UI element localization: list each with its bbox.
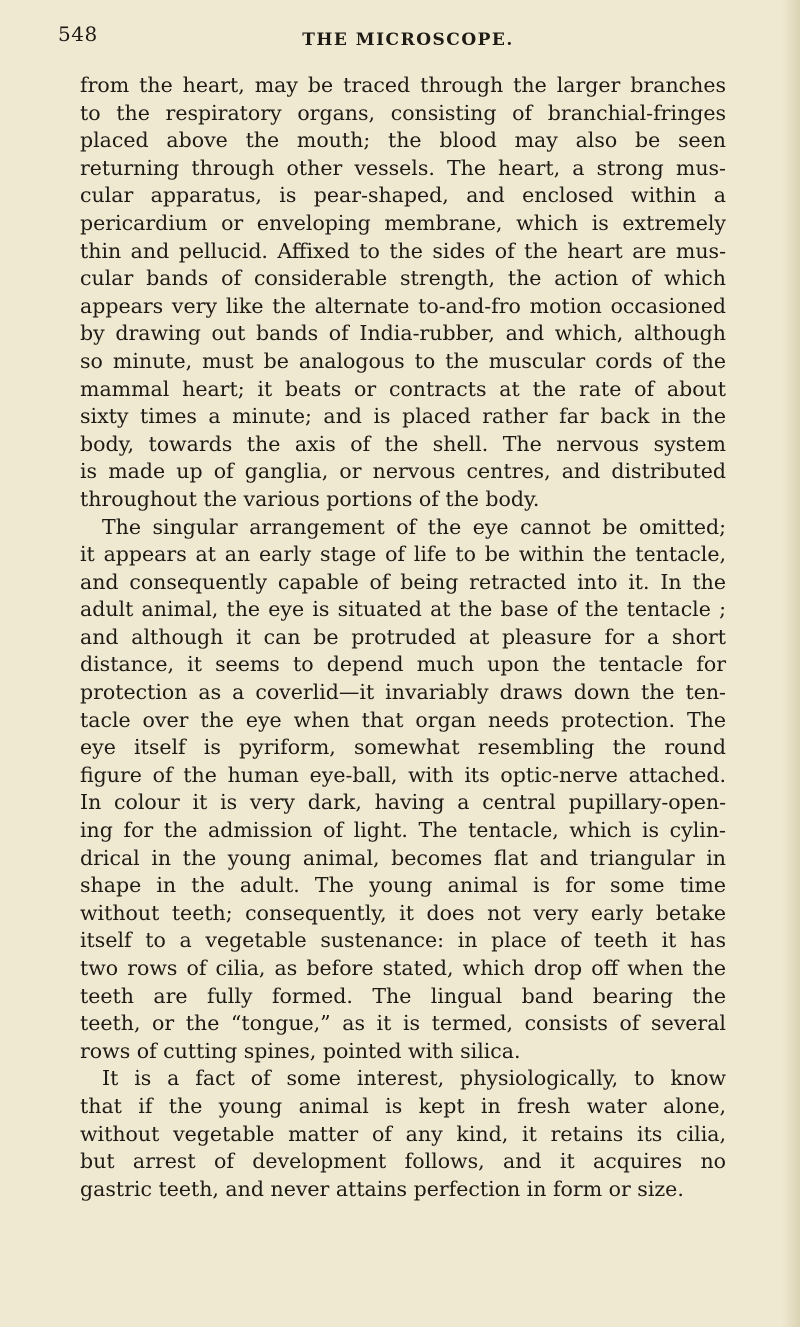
text-line: throughout the various portions of the body. (80, 486, 540, 511)
text-line: appears very like the alternate to-and-fro motion occasioned (80, 293, 726, 318)
page-header (58, 22, 758, 52)
text-line: two rows of cilia, as before stated, which drop off when the (80, 956, 726, 980)
text-line: and consequently capable of being retracted into it. In the (80, 569, 726, 594)
text-line: by drawing out bands of India-rubber, and which, although (80, 321, 726, 346)
text-line: shape in the adult. The young animal is for some time (80, 873, 726, 898)
text-line: from the heart, may be traced through the larger branches (80, 73, 726, 97)
text-line: teeth, or the “tongue,” as it is termed, consists of several (80, 1011, 726, 1036)
page-edge-shadow (782, 0, 800, 1327)
text-line: ing for the admission of light. The tentacle, which is cylin- (80, 818, 726, 843)
paragraph-start: The singular arrangement of the eye cannot be omitted; (102, 514, 726, 539)
text-line: eye itself is pyriform, somewhat resembling the round (80, 735, 726, 760)
text-line: adult animal, the eye is situated at the base of the tentacle ; (80, 597, 726, 622)
text-line: gastric teeth, and never attains perfection in form or size. (80, 1176, 684, 1201)
text-line: body, towards the axis of the shell. The nervous system (80, 431, 726, 456)
text-line: tacle over the eye when that organ needs protection. The (80, 707, 726, 732)
text-line: placed above the mouth; the blood may also be seen (80, 128, 726, 153)
text-line: that if the young animal is kept in fresh water alone, (80, 1093, 726, 1118)
text-line: cular apparatus, is pear-shaped, and enclosed within a (80, 183, 726, 208)
text-line: cular bands of considerable strength, the action of which (80, 266, 726, 291)
text-line: thin and pellucid. Affixed to the sides of the heart are mus- (80, 238, 726, 263)
text-line: without vegetable matter of any kind, it retains its cilia, (80, 1121, 726, 1146)
text-line: distance, it seems to depend much upon the tentacle for (80, 652, 726, 677)
text-line: In colour it is very dark, having a central pupillary-open- (80, 790, 726, 815)
text-line: drical in the young animal, becomes flat and triangular in (80, 845, 726, 870)
text-line: rows of cutting spines, pointed with silica. (80, 1038, 521, 1063)
text-line: and although it can be protruded at pleasure for a short (80, 624, 726, 649)
text-line: without teeth; consequently, it does not very early betake (80, 900, 726, 925)
text-line: is made up of ganglia, or nervous centres, and distributed (80, 459, 726, 484)
text-line: it appears at an early stage of life to be within the tentacle, (80, 542, 726, 567)
body-text (80, 72, 726, 1203)
text-line: pericardium or enveloping membrane, which is extremely (80, 210, 726, 235)
running-head: THE MICROSCOPE. (302, 30, 514, 50)
text-line: to the respiratory organs, consisting of branchial-fringes (80, 100, 726, 125)
text-line: so minute, must be analogous to the muscular cords of the (80, 348, 726, 373)
text-line: teeth are fully formed. The lingual band bearing the (80, 983, 726, 1008)
text-line: mammal heart; it beats or contracts at the rate of about (80, 376, 726, 401)
text-line: figure of the human eye-ball, with its optic-nerve attached. (80, 762, 726, 787)
text-line: but arrest of development follows, and it acquires no (80, 1149, 726, 1174)
page-number: 548 (58, 22, 98, 46)
text-line: protection as a coverlid—it invariably draws down the ten- (80, 680, 726, 705)
text-line: returning through other vessels. The heart, a strong mus- (80, 155, 726, 180)
text-line: itself to a vegetable sustenance: in place of teeth it has (80, 928, 726, 953)
text-line: sixty times a minute; and is placed rather far back in the (80, 404, 726, 429)
paragraph-start: It is a fact of some interest, physiologically, to know (102, 1066, 726, 1091)
